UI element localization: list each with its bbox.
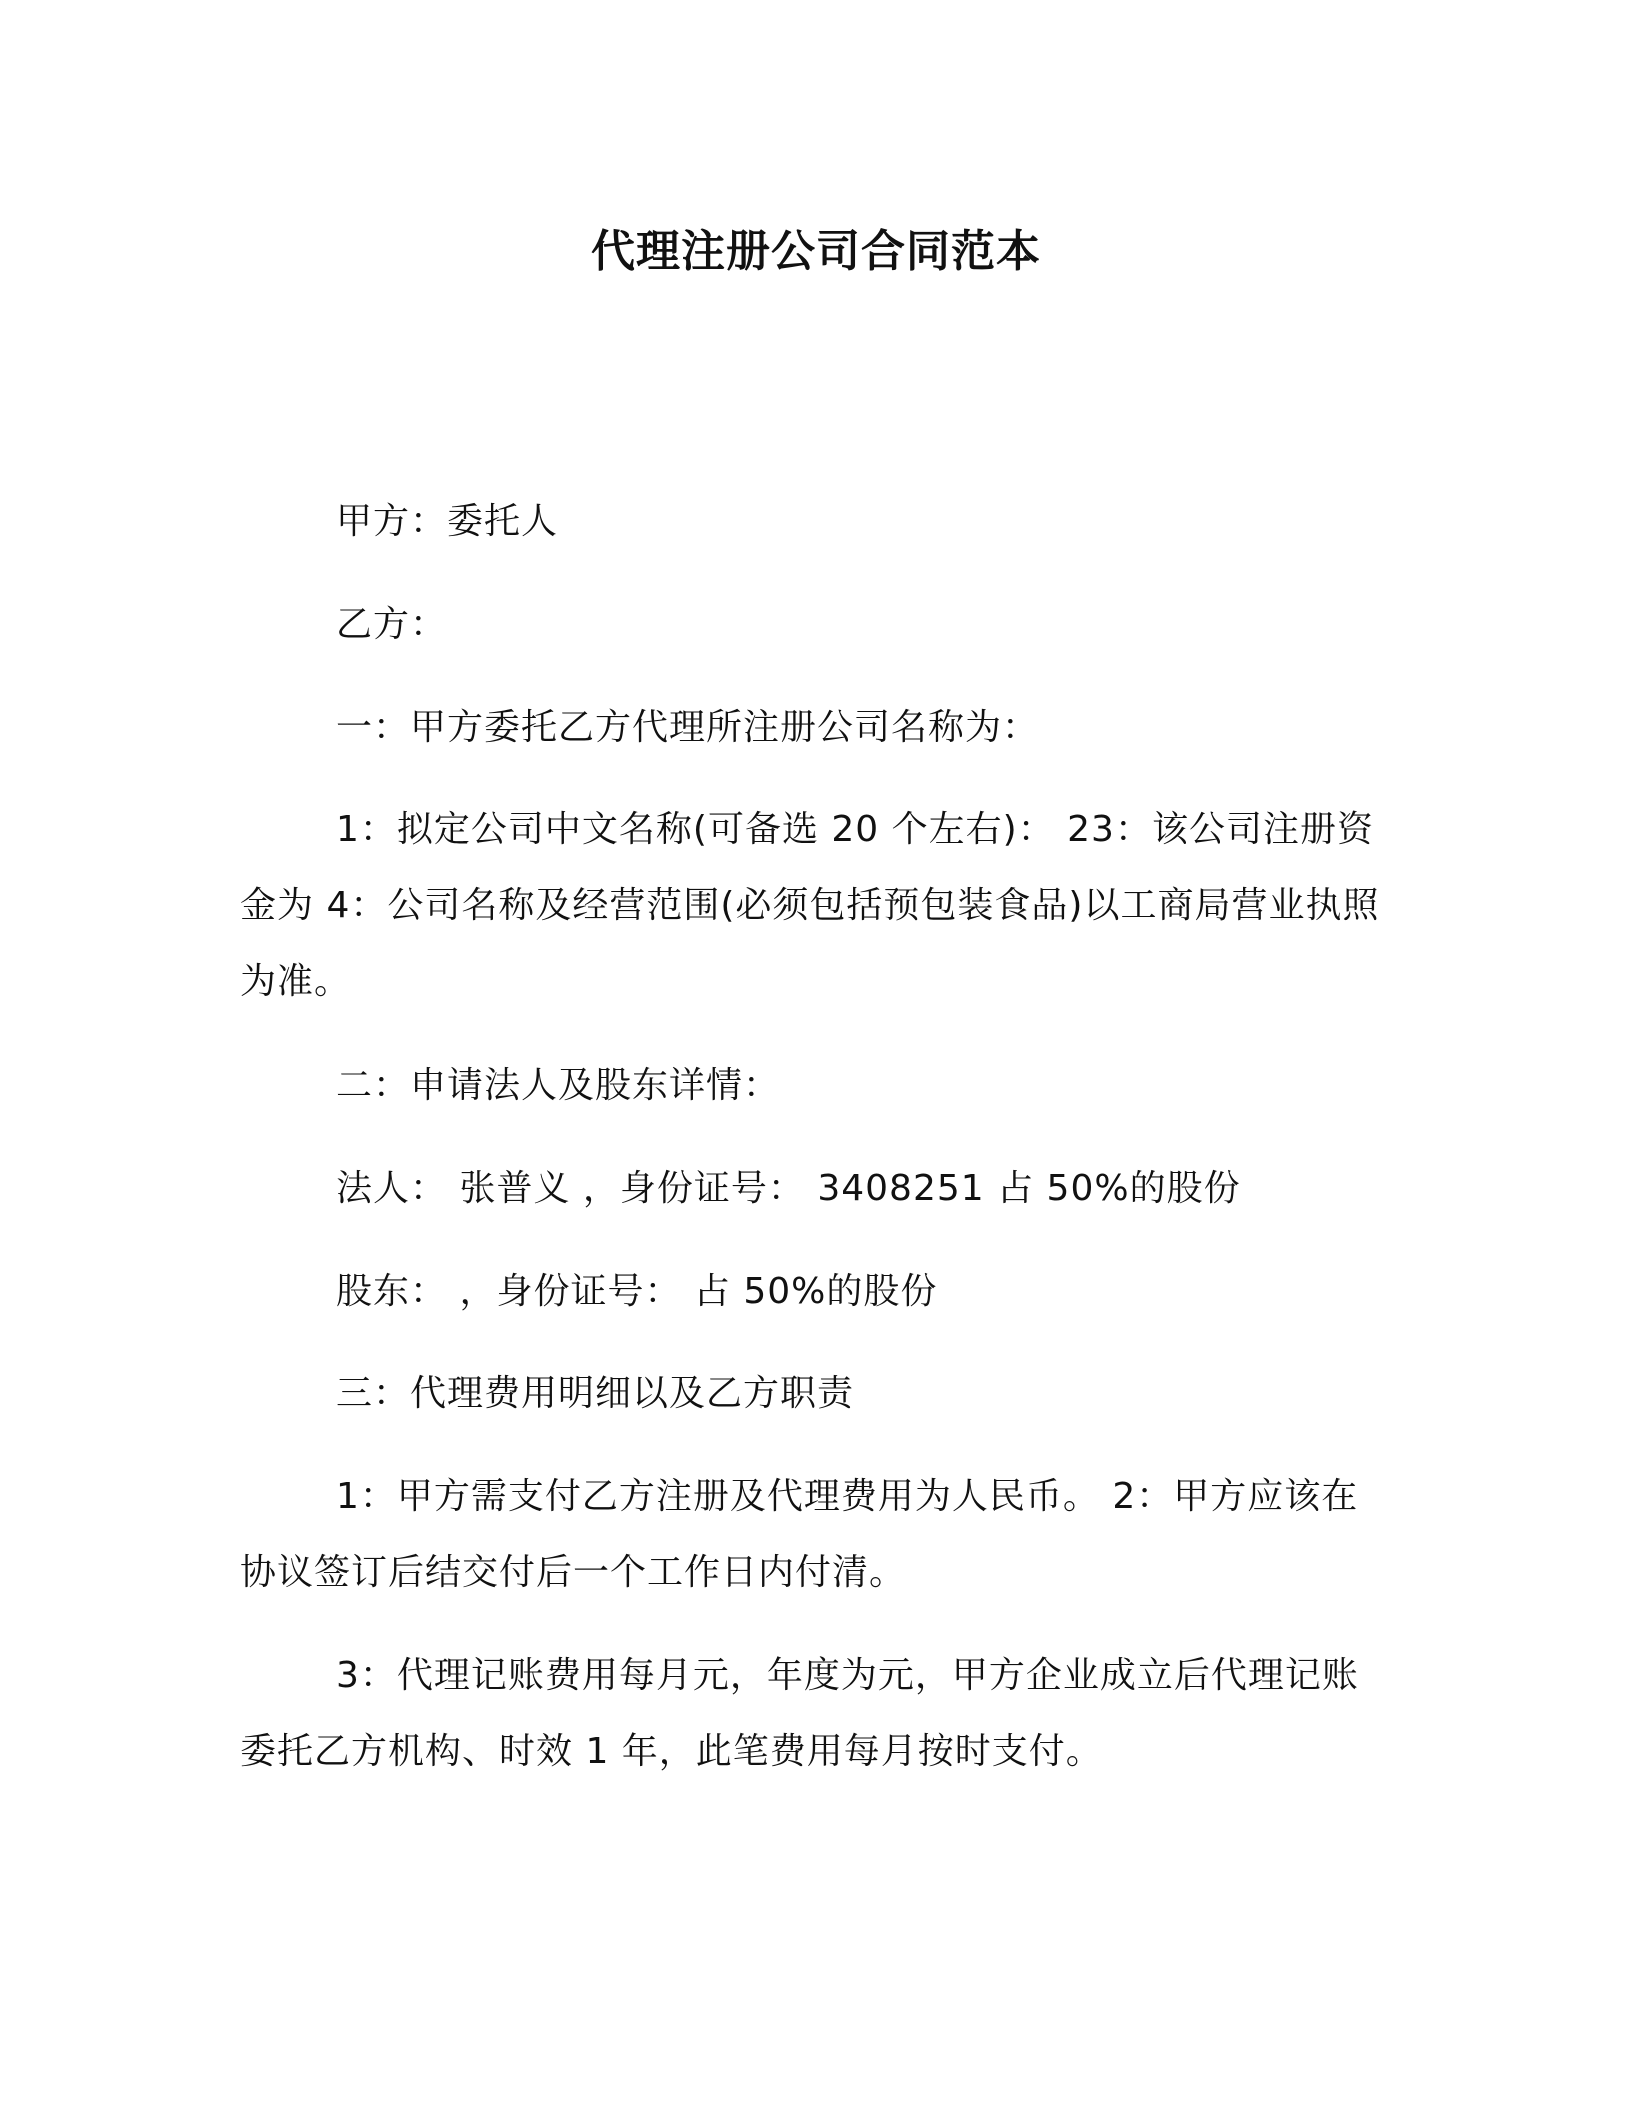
section-two-heading: 二：申请法人及股东详情： [336, 1065, 781, 1106]
shareholder-line: 股东： ，身份证号： 占 50%的股份 [336, 1271, 938, 1312]
legal-person-line: 法人： 张普义 ，身份证号： 3408251 占 50%的股份 [336, 1168, 1241, 1209]
section-three-heading: 三：代理费用明细以及乙方职责 [336, 1373, 855, 1414]
section-one-body: 1：拟定公司中文名称(可备选 20 个左右)： 23：该公司注册资金为 4：公司名称及经营范围(必须包括预包装食品)以工商局营业执照为准。 [240, 809, 1380, 1002]
fee-clause-3: 3：代理记账费用每月元，年度为元，甲方企业成立后代理记账委托乙方机构、时效 1 年，此笔费用每月按时支付。 [240, 1655, 1359, 1772]
party-a-line: 甲方：委托人 [336, 501, 559, 542]
fee-clause-1-2: 1：甲方需支付乙方注册及代理费用为人民币。 2：甲方应该在协议签订后结交付后一个工作日内付清。 [240, 1476, 1359, 1593]
party-b-line: 乙方： [336, 604, 448, 645]
document-title: 代理注册公司合同范本 [591, 226, 1041, 277]
section-one-heading: 一：甲方委托乙方代理所注册公司名称为： [336, 707, 1040, 748]
